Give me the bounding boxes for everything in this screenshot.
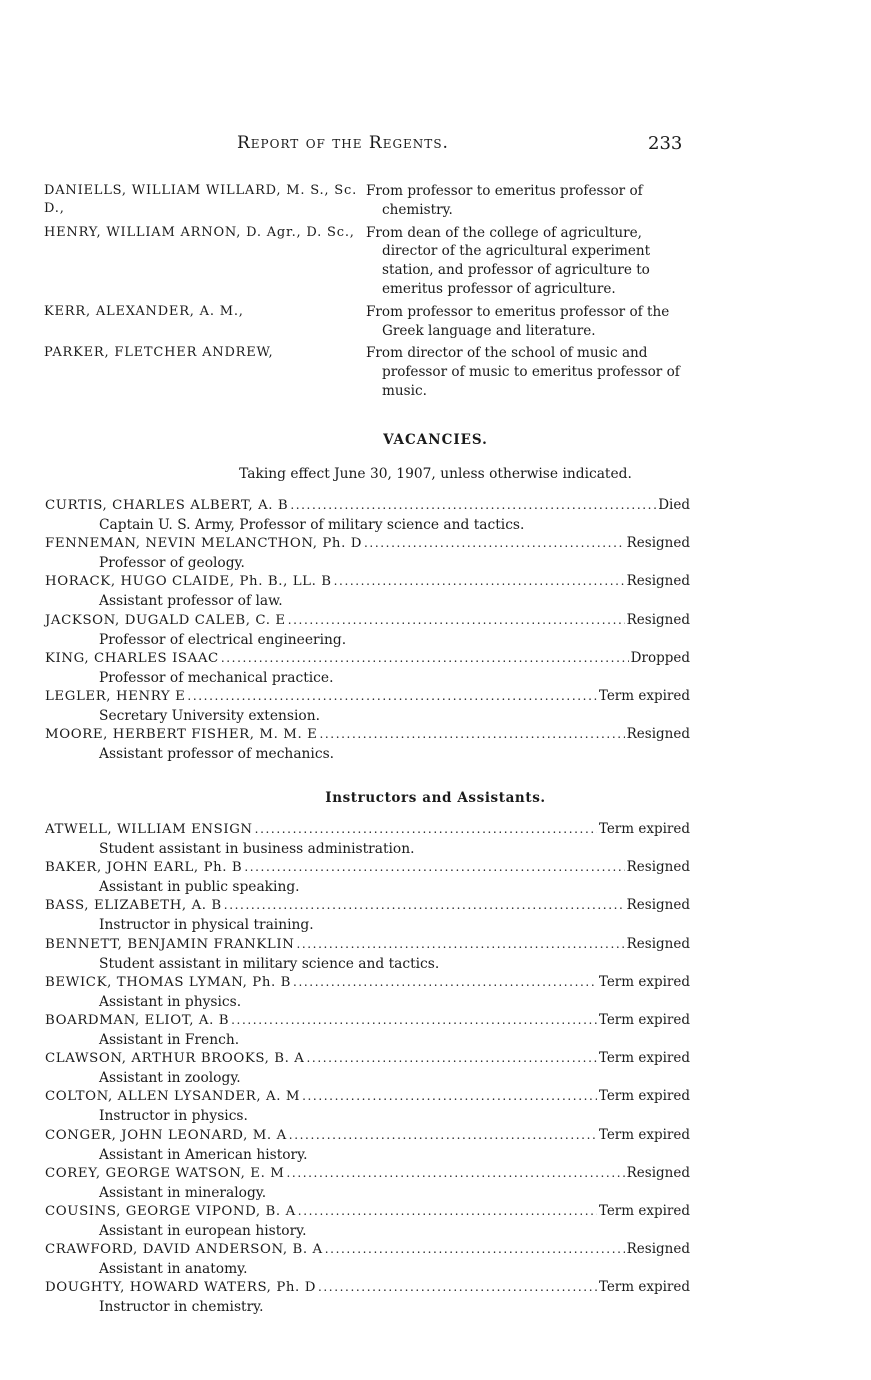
entry-name: COREY, GEORGE WATSON, E. M <box>45 1165 285 1181</box>
entry-name: DOUGHTY, HOWARD WATERS, Ph. D <box>45 1280 316 1296</box>
entry-title: Assistant in zoology. <box>99 1070 241 1087</box>
entry-status: Resigned <box>626 611 690 628</box>
entry-title: Assistant in european history. <box>99 1222 307 1239</box>
entry-name: BENNETT, BENJAMIN FRANKLIN <box>45 936 295 952</box>
list-item <box>45 897 690 935</box>
list-item <box>45 1165 690 1203</box>
entry-name: LEGLER, HENRY E <box>45 688 186 704</box>
list-item <box>45 535 690 573</box>
entry-title: Assistant in physics. <box>99 993 242 1010</box>
entry-name: CURTIS, CHARLES ALBERT, A. B <box>45 498 289 513</box>
entry-status: Resigned <box>626 859 690 876</box>
entry-status: Dropped <box>630 649 690 666</box>
entry-name: FENNEMAN, NEVIN MELANCTHON, Ph. D <box>45 536 363 552</box>
page-header <box>0 133 871 157</box>
entry-name: MOORE, HERBERT FISHER, M. M. E <box>45 727 318 743</box>
vacancies-note: Taking effect June 30, 1907, unless otherwise indicated. <box>239 466 632 482</box>
entry-line <box>45 1127 690 1146</box>
entry-title: Assistant in American history. <box>99 1146 308 1163</box>
change-description: From professor to emeritus professor of chemistry. <box>366 183 643 218</box>
status-changes <box>44 182 694 405</box>
entry-line <box>45 1241 690 1260</box>
vacancies-list <box>45 497 690 764</box>
running-title: Report of the Regents. <box>237 133 449 153</box>
entry-name: BAKER, JOHN EARL, Ph. B <box>45 860 243 876</box>
change-entry <box>44 344 694 400</box>
entry-title: Assistant in public speaking. <box>99 879 300 896</box>
entry-line <box>45 726 690 745</box>
entry-name: COUSINS, GEORGE VIPOND, B. A <box>45 1203 296 1219</box>
dot-leader <box>319 727 624 741</box>
entry-status: Term expired <box>598 973 690 990</box>
entry-status: Term expired <box>598 687 690 704</box>
entry-name: CRAWFORD, DAVID ANDERSON, B. A <box>45 1242 323 1258</box>
list-item <box>45 1127 690 1165</box>
entry-line <box>45 535 690 554</box>
entry-title: Student assistant in business administration. <box>99 841 415 857</box>
entry-line <box>45 897 690 916</box>
entry-title: Instructor in chemistry. <box>99 1299 264 1316</box>
change-description: From director of the school of music and professor of music to emeritus professor of music. <box>366 345 680 399</box>
entry-title: Secretary University extension. <box>99 707 320 724</box>
change-name: HENRY, WILLIAM ARNON, D. Agr., D. Sc., <box>44 224 355 240</box>
instructors-heading: Instructors and Assistants. <box>325 790 546 806</box>
change-entry <box>44 182 694 220</box>
entry-status: Term expired <box>598 1202 690 1219</box>
entry-status: Term expired <box>598 1088 690 1105</box>
entry-line <box>45 1203 690 1222</box>
dot-leader <box>298 1204 597 1218</box>
list-item <box>45 1012 690 1050</box>
entry-name: CLAWSON, ARTHUR BROOKS, B. A <box>45 1051 305 1067</box>
vacancies-heading: VACANCIES. <box>383 432 488 448</box>
dot-leader <box>224 898 625 912</box>
entry-name: ATWELL, WILLIAM ENSIGN <box>45 822 253 837</box>
entry-status: Resigned <box>626 897 690 914</box>
entry-status: Term expired <box>598 1050 690 1067</box>
dot-leader <box>325 1242 625 1256</box>
list-item <box>45 1279 690 1317</box>
entry-title: Captain U. S. Army, Professor of military science and tactics. <box>99 517 525 533</box>
entry-status: Resigned <box>626 1164 690 1181</box>
list-item <box>45 974 690 1012</box>
dot-leader <box>221 651 629 665</box>
entry-name: BOARDMAN, ELIOT, A. B <box>45 1012 230 1028</box>
entry-line <box>45 688 690 707</box>
list-item <box>45 936 690 974</box>
entry-line <box>45 1050 690 1069</box>
entry-line <box>45 859 690 878</box>
entry-title: Professor of mechanical practice. <box>99 669 334 686</box>
entry-name: BEWICK, THOMAS LYMAN, Ph. B <box>45 974 292 990</box>
list-item <box>45 1050 690 1088</box>
entry-status: Term expired <box>598 1126 690 1143</box>
entry-name: BASS, ELIZABETH, A. B <box>45 898 222 914</box>
entry-line <box>45 573 690 592</box>
entry-title: Instructor in physical training. <box>99 917 314 934</box>
entry-status: Term expired <box>598 821 690 837</box>
entry-name: KING, CHARLES ISAAC <box>45 650 219 666</box>
list-item <box>45 821 690 859</box>
list-item <box>45 688 690 726</box>
dot-leader <box>288 613 625 627</box>
entry-name: COLTON, ALLEN LYSANDER, A. M <box>45 1089 301 1105</box>
instructors-list <box>45 821 690 1317</box>
list-item <box>45 1088 690 1126</box>
entry-status: Term expired <box>598 1279 690 1296</box>
entry-status: Resigned <box>626 573 690 590</box>
list-item <box>45 1203 690 1241</box>
dot-leader <box>302 1089 597 1103</box>
entry-line <box>45 1165 690 1184</box>
list-item <box>45 1241 690 1279</box>
entry-status: Resigned <box>626 726 690 743</box>
list-item <box>45 650 690 688</box>
list-item <box>45 612 690 650</box>
entry-status: Resigned <box>626 535 690 552</box>
dot-leader <box>296 937 624 951</box>
dot-leader <box>318 1280 597 1294</box>
dot-leader <box>364 536 625 550</box>
entry-status: Resigned <box>626 935 690 952</box>
entry-name: HORACK, HUGO CLAIDE, Ph. B., LL. B <box>45 574 332 590</box>
entry-line <box>45 1279 690 1298</box>
entry-line <box>45 1088 690 1107</box>
list-item <box>45 497 690 535</box>
change-entry <box>44 303 694 341</box>
entry-line <box>45 612 690 631</box>
change-description: From dean of the college of agriculture, director of the agricultural experiment station, and professor of agriculture to emeritus professor of agriculture. <box>366 224 651 297</box>
entry-title: Assistant in mineralogy. <box>99 1184 267 1201</box>
entry-title: Professor of electrical engineering. <box>99 631 347 648</box>
dot-leader <box>289 1128 597 1142</box>
entry-title: Student assistant in military science and tactics. <box>99 955 440 972</box>
change-name: KERR, ALEXANDER, A. M., <box>44 303 244 319</box>
entry-title: Assistant in French. <box>99 1031 240 1048</box>
entry-status: Term expired <box>598 1011 690 1028</box>
dot-leader <box>255 822 597 836</box>
dot-leader <box>334 574 625 588</box>
dot-leader <box>293 975 597 989</box>
entry-line <box>45 1012 690 1031</box>
dot-leader <box>307 1051 597 1065</box>
entry-title: Assistant professor of law. <box>99 593 283 610</box>
entry-status: Resigned <box>626 1241 690 1258</box>
entry-line <box>45 936 690 955</box>
entry-title: Assistant professor of mechanics. <box>99 746 335 763</box>
dot-leader <box>286 1166 624 1180</box>
entry-name: JACKSON, DUGALD CALEB, C. E <box>45 612 286 628</box>
entry-title: Assistant in anatomy. <box>99 1261 248 1278</box>
change-entry <box>44 224 694 299</box>
entry-line <box>45 821 690 840</box>
entry-line <box>45 497 690 516</box>
entry-line <box>45 650 690 669</box>
change-name: DANIELLS, WILLIAM WILLARD, M. S., Sc. D., <box>44 183 358 216</box>
entry-status: Died <box>658 497 690 513</box>
list-item <box>45 859 690 897</box>
entry-name: CONGER, JOHN LEONARD, M. A <box>45 1127 287 1143</box>
entry-line <box>45 974 690 993</box>
entry-title: Instructor in physics. <box>99 1108 248 1125</box>
change-name: PARKER, FLETCHER ANDREW, <box>44 345 274 361</box>
change-description: From professor to emeritus professor of the Greek language and literature. <box>366 303 670 339</box>
dot-leader <box>244 860 624 874</box>
list-item <box>45 726 690 764</box>
dot-leader <box>187 689 596 703</box>
dot-leader <box>231 1013 597 1027</box>
entry-title: Professor of geology. <box>99 555 245 572</box>
list-item <box>45 573 690 611</box>
page-number: 233 <box>648 133 683 154</box>
dot-leader <box>290 498 656 512</box>
